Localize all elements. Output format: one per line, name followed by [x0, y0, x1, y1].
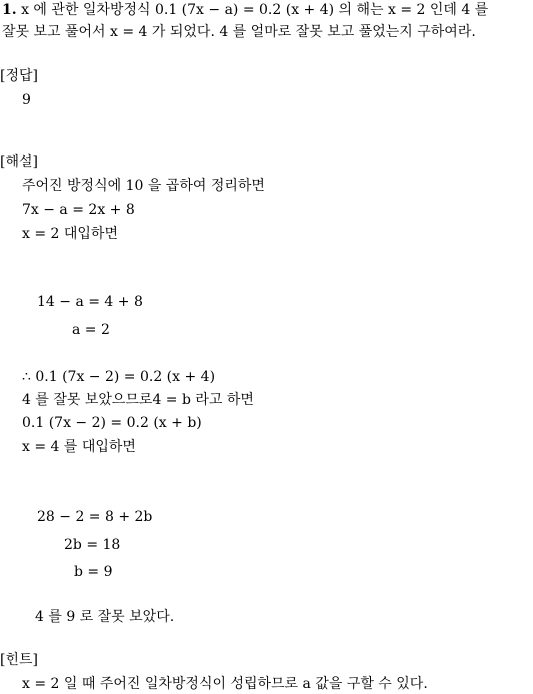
- solution-step-5: 4 를 잘못 보았으므로4 = b 라고 하면: [22, 392, 254, 408]
- answer-header: [정답]: [0, 68, 38, 84]
- answer-value: 9: [22, 92, 31, 108]
- equation-3: 28 − 2 = 8 + 2b: [37, 509, 153, 525]
- problem-line-1: [2, 0, 488, 20]
- hint-text: x = 2 일 때 주어진 일차방정식이 성립하므로 a 값을 구할 수 있다.: [22, 676, 428, 692]
- problem-text-1: x 에 관한 일차방정식 0.1 (7x − a) = 0.2 (x + 4) 의 해는 x = 2 인데 4 를: [21, 2, 489, 18]
- equation-4: 2b = 18: [64, 537, 121, 553]
- solution-header: [해설]: [0, 154, 38, 170]
- hint-header: [힌트]: [0, 652, 38, 668]
- solution-step-4: ∴ 0.1 (7x − 2) = 0.2 (x + 4): [22, 369, 216, 385]
- problem-number: 1.: [2, 2, 17, 18]
- solution-conclusion: 4 를 9 로 잘못 보았다.: [35, 609, 175, 625]
- solution-step-1: 주어진 방정식에 10 을 곱하여 정리하면: [22, 178, 265, 194]
- solution-step-3: x = 2 대입하면: [22, 226, 118, 242]
- problem-line-2: 잘못 보고 풀어서 x = 4 가 되었다. 4 를 얼마로 잘못 보고 풀었는지 구하여라.: [2, 24, 476, 40]
- equation-1: 14 − a = 4 + 8: [37, 294, 143, 310]
- solution-step-7: x = 4 를 대입하면: [22, 439, 136, 455]
- solution-step-2: 7x − a = 2x + 8: [22, 202, 135, 218]
- equation-2: a = 2: [72, 322, 110, 338]
- solution-step-6: 0.1 (7x − 2) = 0.2 (x + b): [22, 415, 202, 431]
- equation-5: b = 9: [74, 564, 113, 580]
